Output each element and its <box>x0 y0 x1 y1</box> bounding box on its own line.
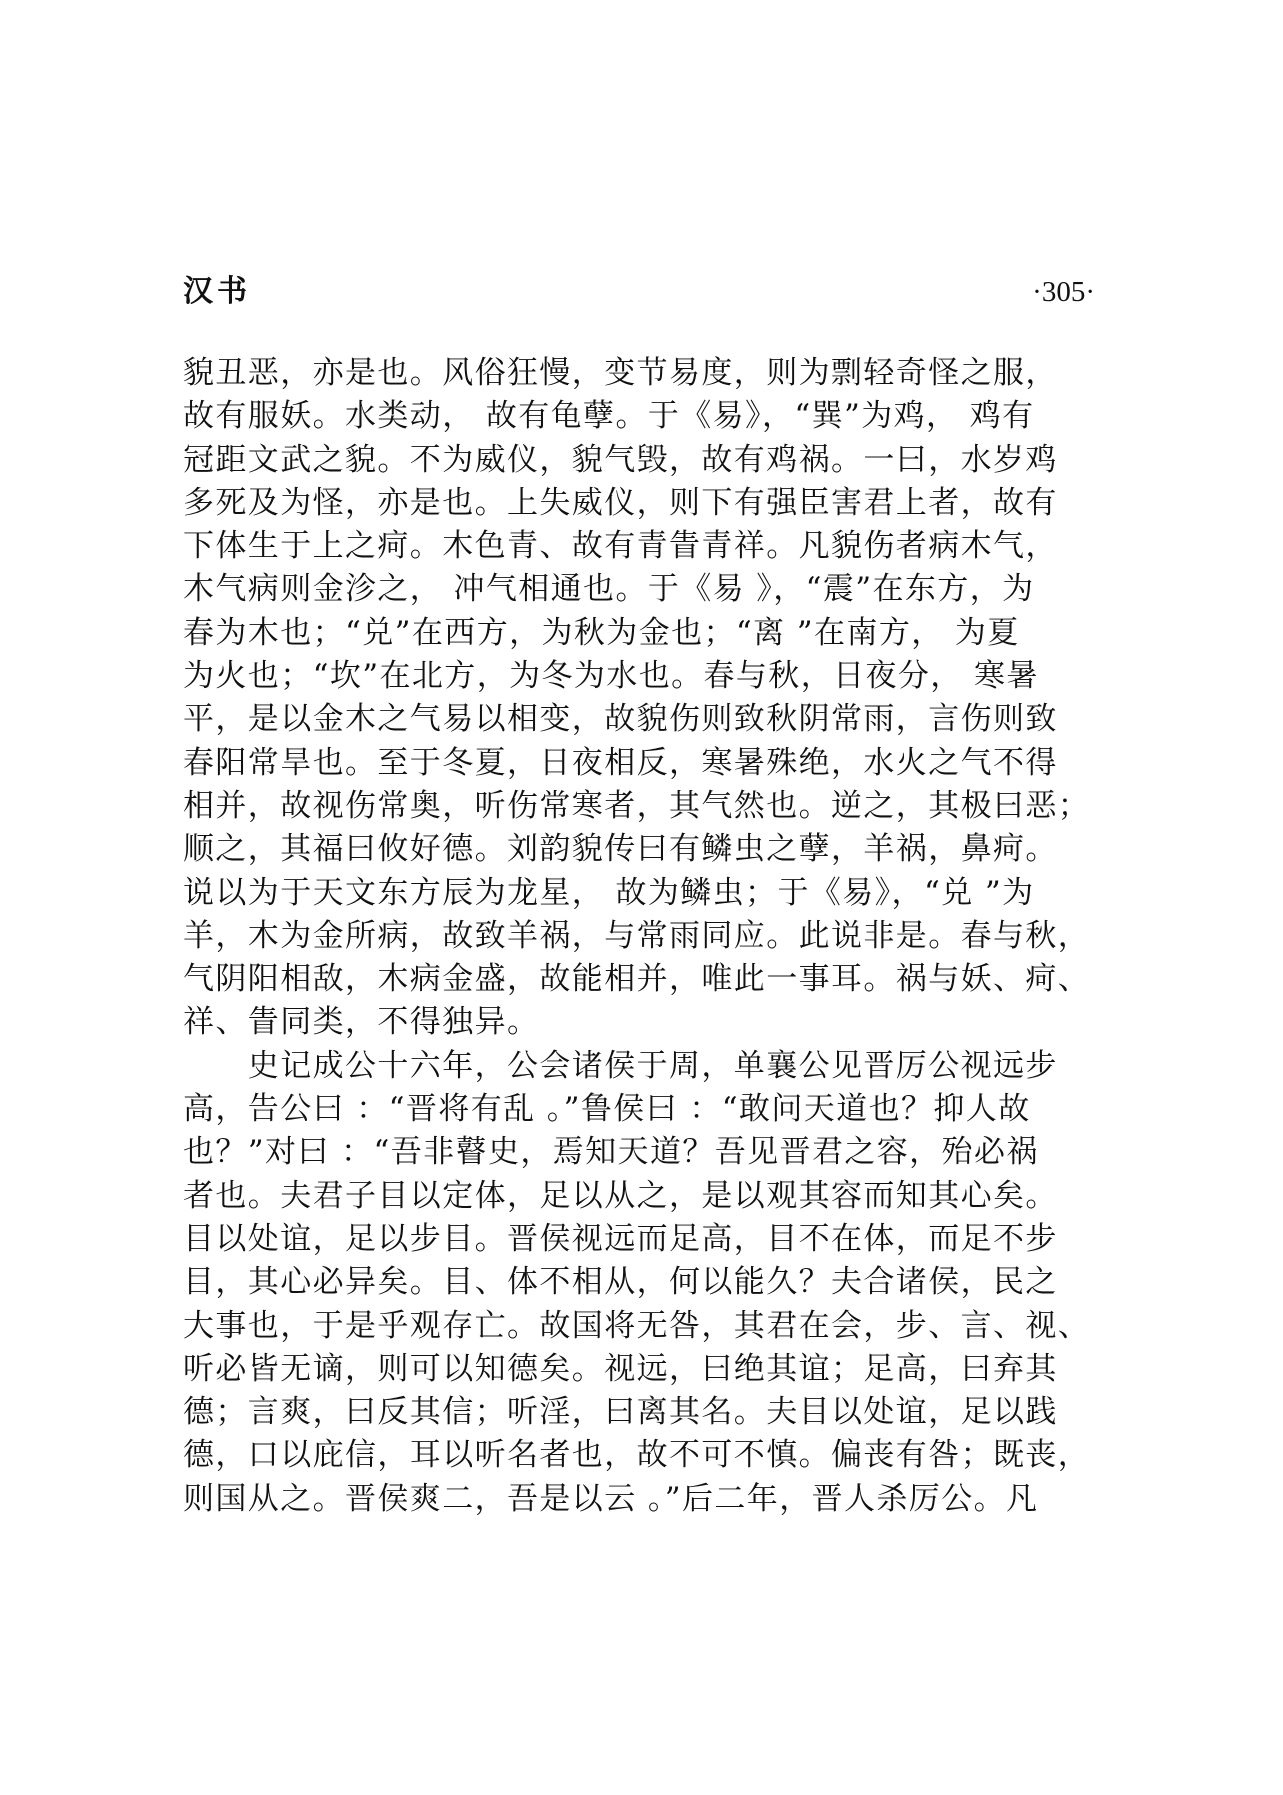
text-line: 下体生于上之疴。木色青、故有青眚青祥。凡貌伤者病木气， <box>183 528 1058 565</box>
text-line: 木气病则金沴之， 冲气相通也。于《易 》，“震”在东方，为 <box>183 571 1035 608</box>
text-line: 多死及为怪，亦是也。上失威仪，则下有强臣害君上者，故有 <box>183 484 1058 521</box>
running-title: 汉书 <box>183 274 251 309</box>
text-line: 听必皆无谪，则可以知德矣。视远，曰绝其谊；足高，曰弃其 <box>183 1350 1058 1387</box>
page-number: ·305· <box>1032 276 1095 308</box>
text-line: 目以处谊，足以步目。晋侯视远而足高，目不在体，而足不步 <box>183 1220 1058 1257</box>
text-line: 目，其心必异矣。目、体不相从，何以能久？夫合诸侯，民之 <box>183 1264 1058 1301</box>
text-line: 大事也，于是乎观存亡。故国将无咎，其君在会，步、言、视、 <box>183 1307 1091 1344</box>
text-line: 高，告公曰 ：“晋将有乱 。”鲁侯曰 ：“敢问天道也？抑人故 <box>183 1091 1031 1128</box>
text-line: 者也。夫君子目以定体，足以从之，是以观其容而知其心矣。 <box>183 1177 1058 1214</box>
text-line: 史记成公十六年，公会诸侯于周，单襄公见晋厉公视远步 <box>183 1047 1058 1084</box>
text-line: 也？”对曰 ：“吾非瞽史，焉知天道？吾见晋君之容，殆必祸 <box>183 1134 1039 1171</box>
text-line: 说以为于天文东方辰为龙星， 故为鳞虫；于《易》，“兑 ”为 <box>183 874 1035 911</box>
text-line: 祥、眚同类，不得独异。 <box>183 1004 540 1041</box>
text-line: 羊，木为金所病，故致羊祸，与常雨同应。此说非是。春与秋， <box>183 917 1091 954</box>
text-line: 顺之，其福曰攸好德。刘韵貌传曰有鳞虫之孽，羊祸，鼻疴。 <box>183 831 1058 868</box>
text-line: 故有服妖。水类动， 故有龟孽。于《易》，“巽”为鸡， 鸡有 <box>183 398 1035 435</box>
text-line: 德；言爽，曰反其信；听淫，曰离其名。夫目以处谊，足以践 <box>183 1394 1058 1431</box>
text-line: 春为木也；“兑”在西方，为秋为金也；“离 ”在南方， 为夏 <box>183 614 1020 651</box>
text-line: 相并，故视伤常奥，听伤常寒者，其气然也。逆之，其极曰恶； <box>183 787 1091 824</box>
text-line: 气阴阳相敌，木病金盛，故能相并，唯此一事耳。祸与妖、疴、 <box>183 961 1091 998</box>
text-line: 平，是以金木之气易以相变，故貌伤则致秋阴常雨，言伤则致 <box>183 701 1058 738</box>
text-line: 德，口以庇信，耳以听名者也，故不可不慎。偏丧有咎；既丧， <box>183 1437 1091 1474</box>
text-line: 貌丑恶，亦是也。风俗狂慢，变节易度，则为剽轻奇怪之服， <box>183 355 1058 391</box>
text-line: 冠距文武之貌。不为威仪，貌气毁，故有鸡祸。一曰，水岁鸡 <box>183 441 1058 478</box>
text-line: 为火也；“坎”在北方，为冬为水也。春与秋，日夜分， 寒暑 <box>183 658 1039 695</box>
text-line: 春阳常旱也。至于冬夏，日夜相反，寒暑殊绝，水火之气不得 <box>183 744 1058 781</box>
text-line: 则国从之。晋侯爽二，吾是以云 。”后二年，晋人杀厉公。凡 <box>183 1480 1039 1517</box>
text-body <box>183 352 1091 1521</box>
